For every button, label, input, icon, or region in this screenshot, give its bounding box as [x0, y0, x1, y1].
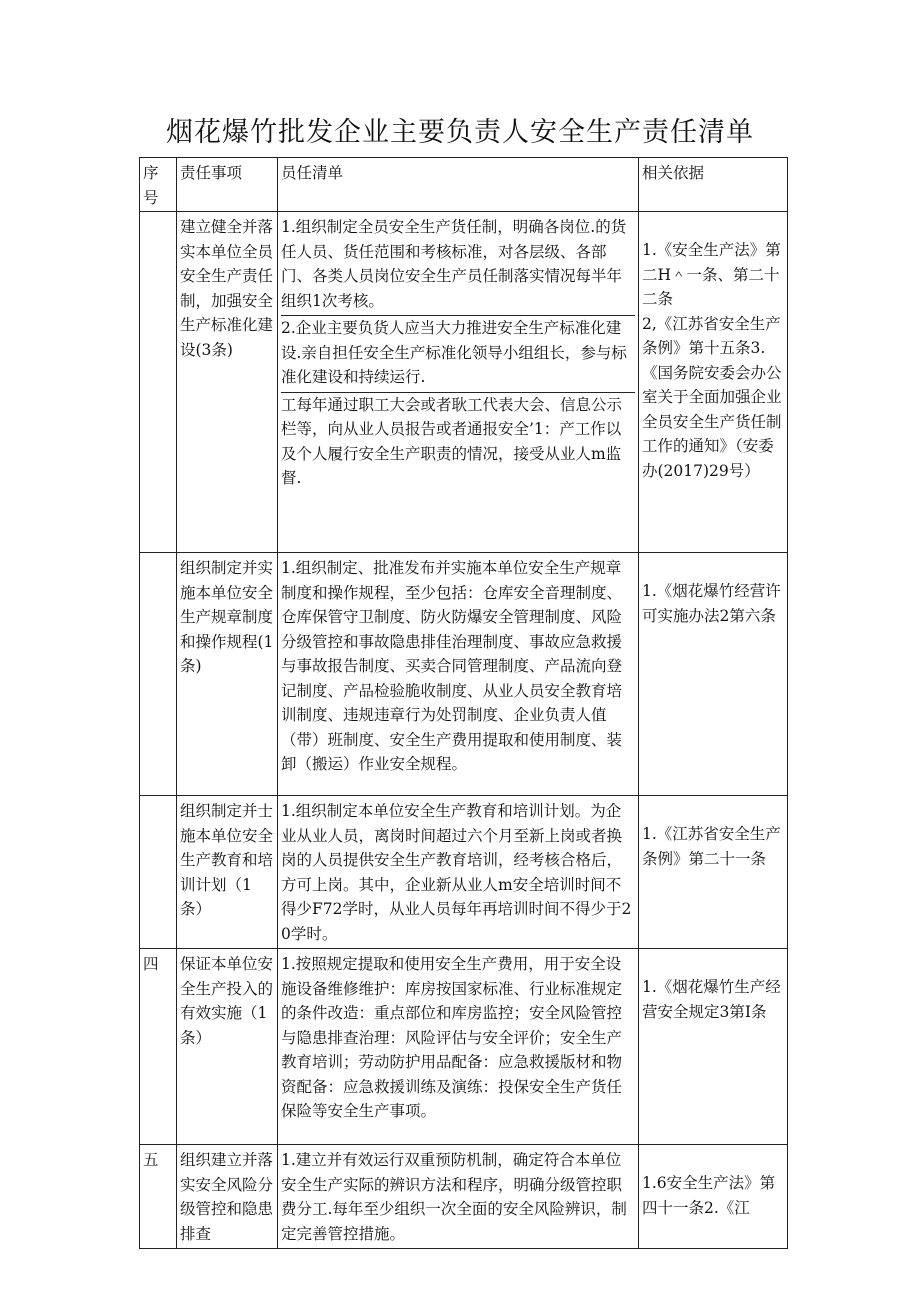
header-seq: 序号 [140, 158, 177, 212]
table-row [140, 1145, 788, 1249]
row-item: 建立健全并落实本单位全员安全生产责任制，加强安全生产标准化建设(3条) [177, 212, 278, 553]
row-list [278, 212, 639, 553]
table-header-row [140, 158, 788, 212]
row-item: 保证本单位安全生产投入的有效实施（1条） [177, 949, 278, 1145]
table-row [140, 949, 788, 1145]
row-basis: 1.《烟花爆竹经营许可实施办法2第六条 [639, 553, 788, 796]
row-list: 1.组织制定、批准发布并实施本单位安全生产规章制度和操作规程，至少包括：仓库安全音理制度、仓库保管守卫制度、防火防爆安全管理制度、风险分级管控和事故隐患排佳治理制度、事故应急救援与事故报告制度、买卖合同管理制度、产品流向登记制度、产品检验脆收制度、从业人员安全教育培训制度、违规违章行为处罚制度、企业负责人值（带）班制度、安全生产费用提取和使用制度、装卸（搬运）作业安全规程。 [278, 553, 639, 796]
responsibility-table [139, 157, 788, 1249]
row-item: 组织建立并落实安全风险分级管控和隐患排查 [177, 1145, 278, 1249]
row-list: 1.建立并有效运行双重预防机制，确定符合本单位安全生产实际的辨识方法和程序，明确分级管控职费分工.每年至少组织一次全面的安全风险辨识，制定完善管控措施。 [278, 1145, 639, 1249]
list-entry: 1.组织制定全员安全生产货任制，明确各岗位.的货任人员、货任范围和考核标准，对各层级、各部门、各类人员岗位安全生产员任制落实情况每半年组织1次考核。 [281, 212, 635, 316]
row-basis: 1.《安全生产法》第二H＾一条、第二十二条 2,《江苏省安全生产条例》第十五条3.《国务院安委会办公室关于全面加强企业全员安全生产货任制工作的通知》（安委办(2017)29号） [639, 212, 788, 553]
row-basis: 1.《江苏省安全生产条例》第二十一条 [639, 796, 788, 949]
row-basis: 1.《烟花爆竹生产经营安全规定3第I条 [639, 949, 788, 1145]
row-list: 1.按照规定提取和使用安全生产费用，用于安全设施设备维修维护：库房按国家标准、行业标准规定的条件改造：重点部位和库房监控；安全风险管控与隐患排查治理：风险评估与安全评价；安全生产教育培训；劳动防护用品配备：应急救援版材和物资配备：应急救援训练及演练：投保安全生产货任保险等安全生产事项。 [278, 949, 639, 1145]
row-item: 组织制定并实施本单位安全生产规章制度和操作规程(1条) [177, 553, 278, 796]
row-list: 1.组织制定本单位安全生产教育和培训计划。为企业从业人员，离岗时间超过六个月至新上岗或者换岗的人员提供安全生产教育培训，经考核合格后，方可上岗。其中，企业新从业人m安全培训时间不得少F72学时，从业人员每年再培训时间不得少于20学时。 [278, 796, 639, 949]
header-list: 员任清单 [278, 158, 639, 212]
header-item: 责任事项 [177, 158, 278, 212]
table-row [140, 553, 788, 796]
list-entry: 2.企业主要负货人应当大力推进安全生产标准化建设.亲自担任安全生产标准化领导小组组长，参与标准化建设和持续运行. [281, 316, 635, 393]
row-basis: 1.6安全生产法》第四十一条2.《江 [639, 1145, 788, 1249]
row-seq [140, 796, 177, 949]
row-seq: 五 [140, 1145, 177, 1249]
header-basis: 相关依据 [639, 158, 788, 212]
list-entry: 工每年通过职工大会或者耿工代表大会、信息公示栏等，向从业人员报告或者通报安全’1：产工作以及个人履行安全生产职责的情况，接受从业人m监督. [281, 395, 623, 487]
row-seq [140, 553, 177, 796]
row-seq: 四 [140, 949, 177, 1145]
page-title: 烟花爆竹批发企业主要负责人安全生产责任清单 [166, 117, 754, 148]
table-row [140, 212, 788, 553]
table-row [140, 796, 788, 949]
row-seq [140, 212, 177, 553]
row-item: 组织制定并士施本单位安全生产教育和培训计划（1条） [177, 796, 278, 949]
